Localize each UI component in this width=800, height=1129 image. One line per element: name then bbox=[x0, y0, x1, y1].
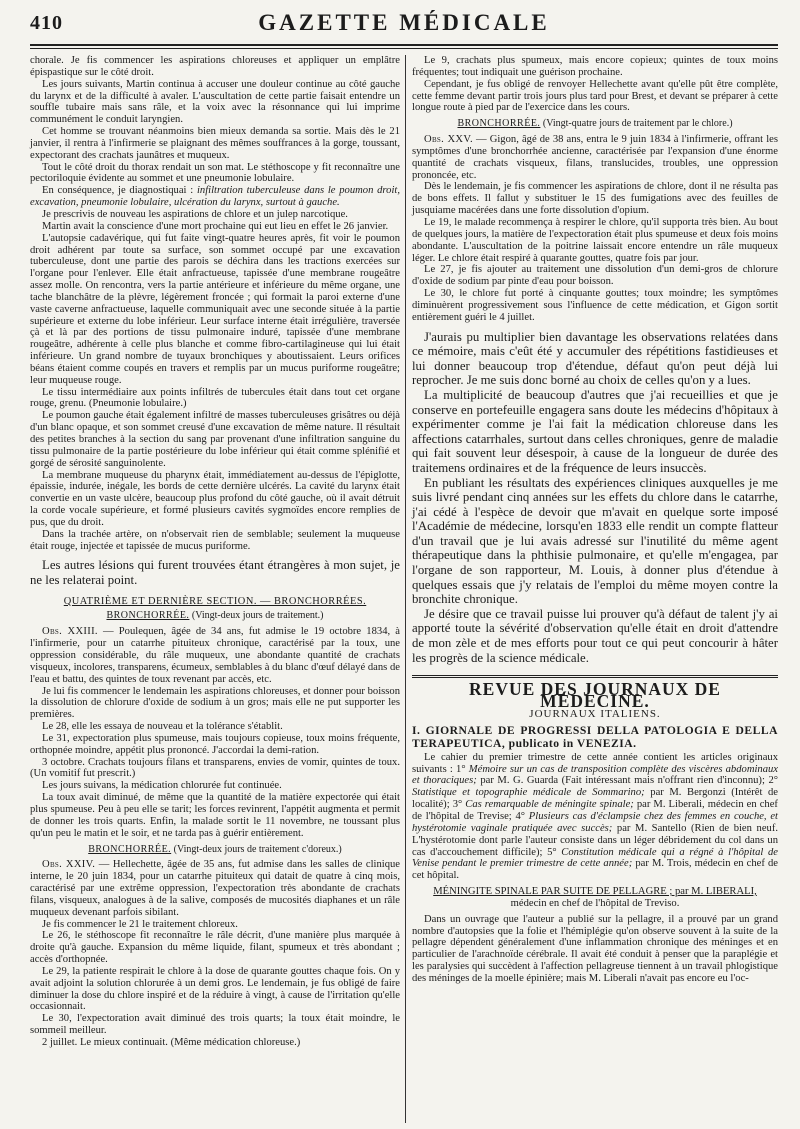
paragraph: Le 9, crachats plus spumeux, mais encore copieux; quintes de toux moins fréquentes; tout indiquait une guérison prochaine. bbox=[412, 55, 778, 78]
paragraph: L'autopsie cadavérique, qui fut faite vingt-quatre heures après, fit voir le poumon droit adhérent par toute sa surface, son sommet occupé par une excavation tuberculeuse, dont une partie des parois se déchira dans les tractions exercées sur l'organe pour l'enlever. Elle était anfractueuse, tapissée d'une membrane rougeâtre assez molle. On rencontra, vers la partie antérieure et inférieure du même organe, une tache blanchâtre de la plèvre, légèrement froncée ; qui formait la paroi externe d'une vaste caverne anfractueuse, laquelle communiquait avec une seconde située à la partie supérieure et externe du lobe inférieur. Leur surface interne était irrégulière, traversée çà et là par des portions de tissu pulmonaire induré, tapissée d'une membrane rougeâtre, adhérente à celle plus blanche et comme fibro-cartilagineuse qui lui était inférieure. Un grand nombre de tuyaux bronchiques y aboutissaient. Leurs orifices béans étaient comme coupés en travers et remplis par un mucus puriforme rougeâtre; leur muqueuse rouge. bbox=[30, 232, 400, 386]
section-heading: QUATRIÈME ET DERNIÈRE SECTION. — BRONCHORRÉES. bbox=[63, 595, 367, 607]
revue-heading: REVUE DES JOURNAUX DE MÉDECINE. bbox=[469, 679, 721, 712]
text-run: — Poulequen, âgée de 34 ans, fut admise le 19 octobre 1834, à l'infirmerie, pour un catarrhe pituiteux chronique, caractérisé par la toux, une oppression considérable, du râle muqueux, une abondante quantité de crachats visqueux, incolores, transparens, écumeux, semblables à du blanc d'œuf délayé dans de l'eau et battu, des quintes de toux revenant par accès, etc. bbox=[30, 626, 400, 685]
conclusion-paragraph: Les autres lésions qui furent trouvées étant étrangères à mon sujet, je ne les relaterai point. bbox=[30, 558, 400, 588]
right-column bbox=[412, 55, 778, 985]
paragraph: Je lui fis commencer le lendemain les aspirations chloreuses, et donner pour boisson la dissolution de chlorure d'oxide de sodium à un gros; mais elle ne put supporter les premières. bbox=[30, 685, 400, 721]
subheading-label: BRONCHORRÉE. bbox=[106, 610, 190, 622]
article-heading-sub: médecin en chef de l'hôpital de Treviso. bbox=[510, 897, 680, 909]
observation-number: Obs. XXIII. bbox=[42, 626, 98, 638]
article-heading-main: MÉNINGITE SPINALE PAR SUITE DE PELLAGRE ; par M. LIBERALI, bbox=[433, 886, 757, 898]
paragraph: Le 19, le malade recommença à respirer le chlore, qu'il supporta très bien. Au bout de quelques jours, la matière de l'expectoration était plus spumeuse et deux fois moins abondante. L'auscultation de la poitrine laissait encore entendre un râle muqueux léger. Le chlore était respiré à quarante gouttes, quatre fois par jour. bbox=[412, 216, 778, 264]
observation-paragraph bbox=[30, 626, 400, 685]
paragraph: Dès le lendemain, je fis commencer les aspirations de chlore, dont il ne résulta pas de bons effets. Il fallut y substituer le 15 des fumigations avec des feuilles de jusquiame macérées dans une forte dissolution d'opium. bbox=[412, 181, 778, 217]
section-rule bbox=[412, 675, 778, 678]
paragraph: 2 juillet. Le mieux continuait. (Même médication chloreuse.) bbox=[42, 1037, 301, 1048]
paragraph: 3 octobre. Crachats toujours filans et transparens, envies de vomir, quintes de toux. (Un vomitif fut prescrit.) bbox=[30, 756, 400, 780]
paragraph: Le 30, l'expectoration avait diminué des trois quarts; la toux était moindre, le sommeil meilleur. bbox=[30, 1013, 400, 1037]
paragraph: Je fis commencer le 21 le traitement chloreux. bbox=[42, 918, 238, 930]
conclusion-paragraph: J'aurais pu multiplier bien davantage les observations relatées dans ce mémoire, mais c'eût été y accumuler des répétitions fastidieuses et lui donner beaucoup trop d'étendue, défaut qu'on peut déjà lui reprocher. Je me suis donc borné au choix de celles qu'on y a lues. bbox=[412, 329, 778, 388]
conclusion-paragraph: Je désire que ce travail puisse lui prouver qu'à défaut de talent j'y ai apporté toute la sévérité d'observation qu'elle était en droit d'attendre de mon zèle et de mes efforts pour tout ce qui peut concourir à hâter les progrès de la science médicale. bbox=[412, 606, 778, 665]
subheading bbox=[30, 844, 400, 856]
observation-number: Obs. XXV. bbox=[424, 134, 473, 146]
paragraph: Tout le côté droit du thorax rendait un son mat. Le stéthoscope y fit reconnaître une pectoriloquie évidente au sommet et une pneumonie lobulaire. bbox=[30, 161, 400, 185]
text-run: par M. Trois, médecin en chef de cet hôpital. bbox=[412, 858, 778, 882]
article-title: Statistique et topographie médicale de Sommarino; bbox=[412, 787, 645, 799]
article-title: Mémoire sur un cas de transposition complète des viscères abdominaux et thoraciques; bbox=[412, 763, 779, 787]
paragraph: chorale. Je fis commencer les aspirations chloreuses et appliquer un emplâtre épispastique sur le côté droit. bbox=[30, 55, 400, 78]
paragraph: Dans un ouvrage que l'auteur a publié sur la pellagre, il a prouvé par un grand nombre d'autopsies que la folie et l'hémiplégie qu'on observe souvent à la suite de la pellagre dépendent généralement d'une inflammation chronique des méninges et en particulier de l'arachnoïde cérébrale. Il avait été conduit à penser que la paraplégie et les paralysies qui succèdent à l'affection pellagreuse tiennent à un travail phlogistique des méninges de la moelle épinière; mais M. Liberali n'avait pas encore eu l'oc- bbox=[412, 913, 778, 984]
observation-number: Obs. XXIV. bbox=[42, 859, 96, 871]
paragraph: Les jours suivants, Martin continua à accuser une douleur continue au côté gauche du larynx et de la difficulté à avaler. L'auscultation de cette partie faisait entendre un souffle tubaire mais sans râle, et la voix avec la résonnance qui lui imprime communément le conduit laryngien. bbox=[30, 78, 400, 126]
text-run: En conséquence, je diagnostiquai : bbox=[42, 185, 194, 197]
paragraph: Le tissu intermédiaire aux points infiltrés de tubercules était dans tout cet organe rouge, grenu. (Pneumonie lobulaire.) bbox=[30, 386, 400, 410]
paragraph: Le 31, expectoration plus spumeuse, mais toujours copieuse, toux moins fréquente, orthopnée moindre, appétit plus prononcé. J'accordai la demi-ration. bbox=[30, 732, 400, 756]
text-run: par M. Santello (Rien de bien neuf. L'hystérotomie dont parle l'auteur consiste dans un léger débridement du col dans un cas d'accouchement difficile); 5° bbox=[412, 822, 778, 858]
paragraph: Le 30, le chlore fut porté à cinquante gouttes; toux moindre; les symptômes diminuèrent progressivement sous l'influence de cette médication, et Gigon sortit entièrement guéri le 4 juillet. bbox=[412, 288, 778, 323]
paragraph: Le 27, je fis ajouter au traitement une dissolution d'un demi-gros de chlorure d'oxide de sodium par pinte d'eau pour boisson. bbox=[412, 264, 778, 288]
paragraph: Les jours suivans, la médication chlorurée fut continuée. bbox=[42, 780, 282, 792]
diagnosis-text: infiltration tuberculeuse dans le poumon droit, excavation, pneumonie lobulaire, ulcération du larynx, surtout à gauche. bbox=[30, 185, 400, 209]
text-run: par M. Bergonzi (Intérêt de localité); 3° bbox=[412, 787, 779, 811]
paragraph: Cet homme se trouvant néanmoins bien mieux demanda sa sortie. Mais dès le 21 janvier, il rentra à l'infirmerie se plaignant des mêmes souffrances à la gorge, toussant, expectorant des crachats jaunâtres et muqueux. bbox=[30, 126, 400, 161]
article-title: Constitution médicale qui a régné à l'hôpital de Venise pendant le premier trimestre de cette année; bbox=[412, 846, 778, 870]
page-header bbox=[30, 6, 778, 40]
text-run: Le cahier du premier trimestre de cette année contient les articles originaux suivants : 1° bbox=[412, 751, 778, 775]
paragraph bbox=[412, 752, 778, 882]
text-run: par M. G. Guarda (Fait intéressant mais n'offrant rien d'inconnu); 2° bbox=[480, 775, 778, 787]
subheading-label: BRONCHORRÉE. bbox=[457, 118, 541, 130]
article-heading bbox=[412, 886, 778, 910]
subheading bbox=[30, 610, 400, 622]
column-divider bbox=[405, 55, 406, 1123]
text-run: — Hellechette, âgée de 35 ans, fut admise dans les salles de clinique interne, le 20 juin 1834, pour un catarrhe pituiteux qui datait de quatre à cinq mois, caractérisé par une extrême oppression, l'expectoration très abondante de crachats filans, visqueux, analogues à de la salive, composés de mucosités diaphanes et un râle muqueux devenant parfois sibilant. bbox=[30, 859, 401, 918]
paragraph: Le 28, elle les essaya de nouveau et la tolérance s'établit. bbox=[42, 721, 283, 733]
article-title: Cas remarquable de méningite spinale; bbox=[465, 799, 634, 811]
paragraph: Le poumon gauche était également infiltré de masses tuberculeuses grisâtres ou déjà d'un blanc opaque, et son sommet creusé d'une excavation de même nature. Il résultait des petites branches à la section du sang par provenant d'une infiltration sanguine du tissu pulmonaire de la partie postérieure du lobe inférieur qui était comme splénifié et gorgé de sérosité sanguinolente. bbox=[30, 410, 400, 469]
subheading-note: (Vingt-deux jours de traitement c'doreux.) bbox=[173, 843, 342, 855]
observation-paragraph bbox=[30, 859, 400, 918]
observation-paragraph bbox=[412, 134, 778, 181]
paragraph: Cependant, je fus obligé de renvoyer Hellechette avant qu'elle pût être complète, cette femme devant partir trois jours plus tard pour Brest, et devant se préparer à cette longue route à pied par de l'exercice dans les cours. bbox=[412, 78, 778, 114]
journal-entry-title: I. GIORNALE DE PROGRESSI DELLA PATOLOGIA E DELLA TERAPEUTICA, publicato in VENEZIA. bbox=[412, 723, 778, 750]
paragraph: La membrane muqueuse du pharynx était, immédiatement au-dessus de l'épiglotte, épaissie, indurée, inégale, les bords de cette dernière ulcérés. La cavité du larynx était convertie en un vaste ulcère, beaucoup plus profond du côté gauche, où il avait détruit la corde vocale supérieure, et formé plusieurs cavités sygmoïdes encore remplies de pus, que du droit. bbox=[30, 469, 400, 528]
header-rule bbox=[30, 44, 778, 49]
journal-title: GAZETTE MÉDICALE bbox=[258, 10, 550, 35]
paragraph bbox=[30, 185, 400, 209]
article-title: Plusieurs cas d'éclampsie chez des femmes en couche, et hystérotomie vaginale pratiquée avec succès; bbox=[412, 810, 778, 834]
subheading-note: (Vingt-quatre jours de traitement par le chlore.) bbox=[542, 118, 733, 130]
paragraph: Dans la trachée artère, on n'observait rien de semblable; seulement la muqueuse était rouge, injectée et tapissée de mucus puriforme. bbox=[30, 528, 400, 552]
revue-subheading: JOURNAUX ITALIENS. bbox=[529, 707, 661, 720]
subheading-note: (Vingt-deux jours de traitement.) bbox=[191, 610, 324, 622]
text-run: — Gigon, âgé de 38 ans, entra le 9 juin 1834 à l'infirmerie, offrant les symptômes d'une bronchorrhée ancienne, caractérisée par l'expansion d'une énorme quantité de crachats visqueux, filans, translucides, troubles, une oppression prononcée, etc. bbox=[412, 134, 778, 181]
paragraph: Je prescrivis de nouveau les aspirations de chlore et un julep narcotique. bbox=[42, 208, 348, 220]
paragraph: La toux avait diminué, de même que la quantité de la matière expectorée qui était plus spumeuse. Peu à peu elle se tarit; les forces revinrent, l'appétit augmenta et permit de donner les trois quarts. Enfin, la malade sortit le 11 novembre, ne toussant plus qu'un peu le matin et le soir, et ne tarda pas à guérir entièrement. bbox=[30, 792, 400, 839]
page-number: 410 bbox=[30, 12, 63, 34]
paragraph: Le 29, la patiente respirait le chlore à la dose de quarante gouttes chaque fois. On y avait adjoint la solution chlorurée à un demi gros. Le lendemain, je fus obligé de faire diminuer la dose du chlore inspiré et de la réduire à vingt, à cause de l'irritation qu'elle occasionnait. bbox=[30, 965, 400, 1013]
subheading bbox=[412, 118, 778, 130]
subheading-label: BRONCHORRÉE. bbox=[88, 843, 172, 855]
left-column bbox=[30, 55, 400, 1049]
paragraph: Le 26, le stéthoscope fit reconnaître le râle décrit, d'une manière plus marquée à droite qu'à gauche. Expansion du même liquide, filant, spumeux et très abondant ; accès d'orthopnée. bbox=[30, 930, 400, 966]
paragraph: Martin avait la conscience d'une mort prochaine qui eut lieu en effet le 26 janvier. bbox=[42, 220, 389, 232]
text-run: par M. Liberali, médecin en chef de l'hôpital de Trevise; 4° bbox=[412, 799, 778, 822]
conclusion-paragraph: La multiplicité de beaucoup d'autres que j'ai recueillies et que je conserve en portefeuille engagera sans doute les médecins d'hôpitaux à expérimenter comme je l'ai fait la médication chloreuse dans les affections catarrhales, surtout dans celles chroniques, genre de maladie qui fait souvent leur désespoir, à cause de la longueur de durée des traitemens ordinaires et de la fréquence de leurs insuccès. bbox=[412, 387, 778, 475]
conclusion-paragraph: En publiant les résultats des expériences cliniques auxquelles je me suis livré pendant cinq années sur les effets du chlore dans le catarrhe, j'ai cédé à l'espèce de devoir que m'avait en quelque sorte imposé l'Académie de médecine, lorsqu'en 1833 elle rendit un compte flatteur d'un travail que je lui avais adressé sur l'inutilité du même agent thérapeutique dans la phthisie pulmonaire, et qu'elle m'engagea, par l'organe de son rapporteur, M. Louis, à donner plus d'étendue à quelques essais que j'y relatais de l'emploi du même moyen contre la bronchite chronique. bbox=[412, 475, 778, 607]
